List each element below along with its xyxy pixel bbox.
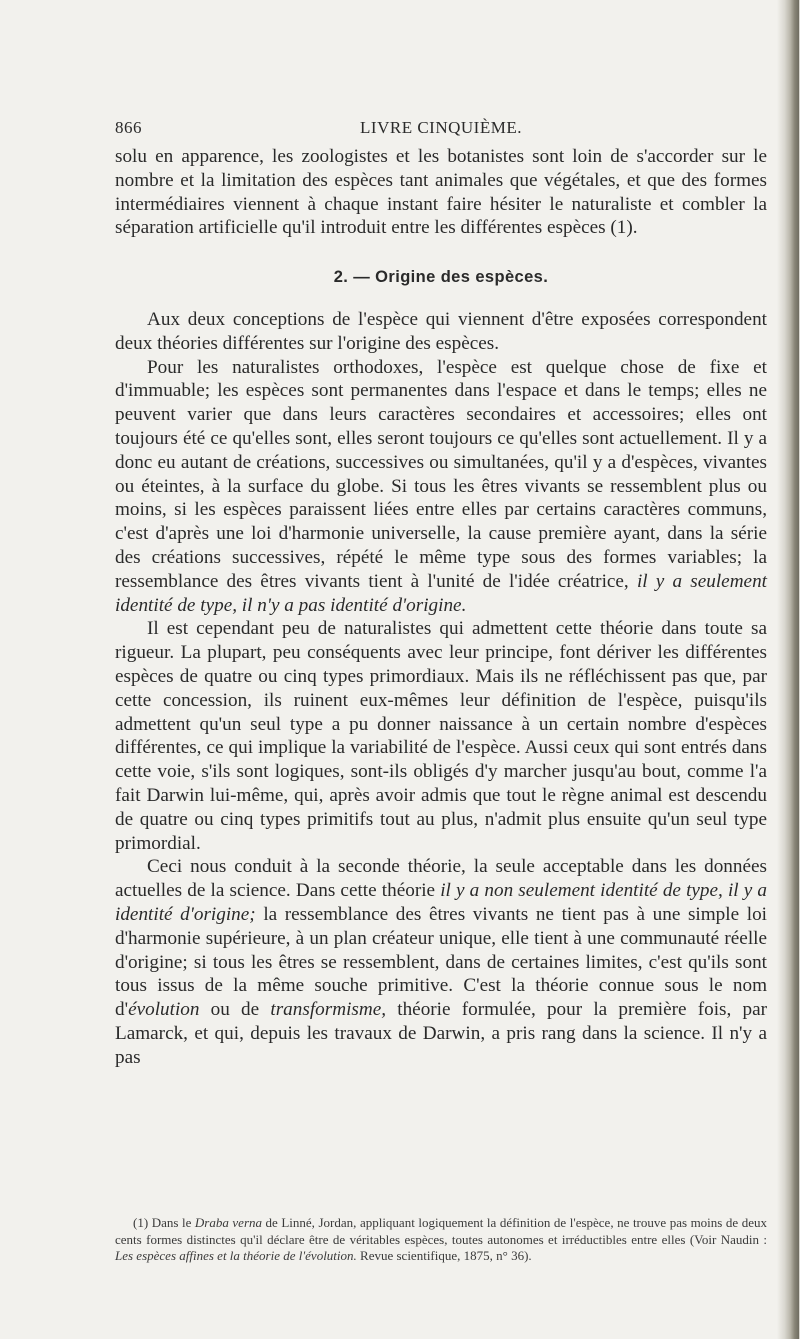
paragraph: Aux deux conceptions de l'espèce qui viennent d'être exposées correspondent deux théories différentes sur l'origine des espèces.	[115, 308, 767, 354]
body-text	[115, 145, 767, 1069]
text-span: Pour les naturalistes orthodoxes, l'espèce est quelque chose de fixe et d'immuable; les espèces sont permanentes dans l'espace et dans le temps; elles ne peuvent varier que dans leurs caractères secondaires et accessoires; elles ont toujours été ce qu'elles sont, elles seront toujours ce qu'elles sont actuellement. Il y a donc eu autant de créations, successives ou simultanées, qu'il y a d'espèces, vivantes ou éteintes, à la surface du globe. Si tous les êtres vivants se ressemblent plus ou moins, si les espèces paraissent liées entre elles par certains caractères communs, c'est d'après une loi d'harmonie universelle, la cause première ayant, dans la série des créations successives, répété le même type sous des formes variables; la ressemblance des êtres vivants tient à l'unité de l'idée créatrice,	[115, 356, 767, 592]
text-span: (1) Dans le	[133, 1215, 192, 1230]
paragraph-continued: solu en apparence, les zoologistes et les botanistes sont loin de s'accorder sur le nombre et la limitation des espèces tant animales que végétales, et que des formes intermédiaires viennent à chaque instant faire hésiter le naturaliste et combler la séparation artificielle qu'il introduit entre les différentes espèces (1).	[115, 146, 767, 239]
page-edge-shadow	[777, 0, 799, 1339]
text-span: de Linné, Jordan, appliquant logiquement la définition de l'espèce, ne trouve pas moins de deux cents formes distinctes qu'il déclare être de véritables espèces, toutes autonomes et irréductibles entre elles (Voir Naudin :	[115, 1215, 767, 1247]
italic-span: Draba verna	[194, 1215, 262, 1230]
footnote-text	[115, 1215, 767, 1265]
italic-span: transformisme,	[270, 999, 387, 1021]
paragraph: Il est cependant peu de naturalistes qui admettent cette théorie dans toute sa rigueur. La plupart, peu conséquents avec leur principe, font dériver les différentes espèces de quatre ou cinq types primordiaux. Mais ils ne réfléchissent pas que, par cette concession, ils ruinent eux-mêmes leur définition de l'espèce, puisqu'ils admettent qu'un seul type a pu donner naissance à un certain nombre d'espèces différentes, ce qui implique la variabilité de l'espèce. Aussi ceux qui sont entrés dans cette voie, s'ils sont logiques, sont-ils obligés d'y marcher jusqu'au bout, comme l'a fait Darwin lui-même, qui, après avoir admis que tout le règne animal est descendu de quatre ou cinq types primitifs tout au plus, n'admit plus ensuite qu'un seul type primordial.	[115, 618, 767, 854]
text-span: Revue scientifique, 1875, n° 36).	[360, 1248, 532, 1263]
paragraph	[115, 356, 767, 618]
italic-span: il y a non seulement identité de type, il y a identité d'origine;	[115, 880, 767, 925]
italic-span: il y a seulement identité de type, il n'y a pas identité d'origine.	[115, 570, 768, 616]
text-span: Ceci nous conduit à la seconde théorie, la seule acceptable dans les données actuelles de la science. Dans cette théorie	[115, 856, 767, 902]
italic-span: Les espèces affines et la théorie de l'évolution.	[115, 1248, 357, 1263]
text-span: ou de	[210, 999, 260, 1021]
paragraph	[115, 855, 767, 1069]
section-heading: 2. — Origine des espèces.	[333, 268, 549, 287]
running-header	[115, 118, 767, 140]
text-span: la ressemblance des êtres vivants ne tient pas à une simple loi d'harmonie supérieure, à un plan créateur unique, elle tient à une communauté réelle d'origine; si tous les êtres se ressemblent, dans de certaines limites, c'est qu'ils sont tous issus de la même souche primitive. C'est la théorie connue sous le nom d'	[115, 903, 767, 1021]
running-title: LIVRE CINQUIÈME.	[360, 118, 522, 137]
footnote	[115, 1215, 767, 1265]
page-number: 866	[115, 118, 142, 137]
text-span: théorie formulée, pour la première fois, par Lamarck, et qui, depuis les travaux de Darwin, a pris rang dans la science. Il n'y a pas	[115, 999, 768, 1068]
italic-span: évolution	[128, 999, 200, 1021]
